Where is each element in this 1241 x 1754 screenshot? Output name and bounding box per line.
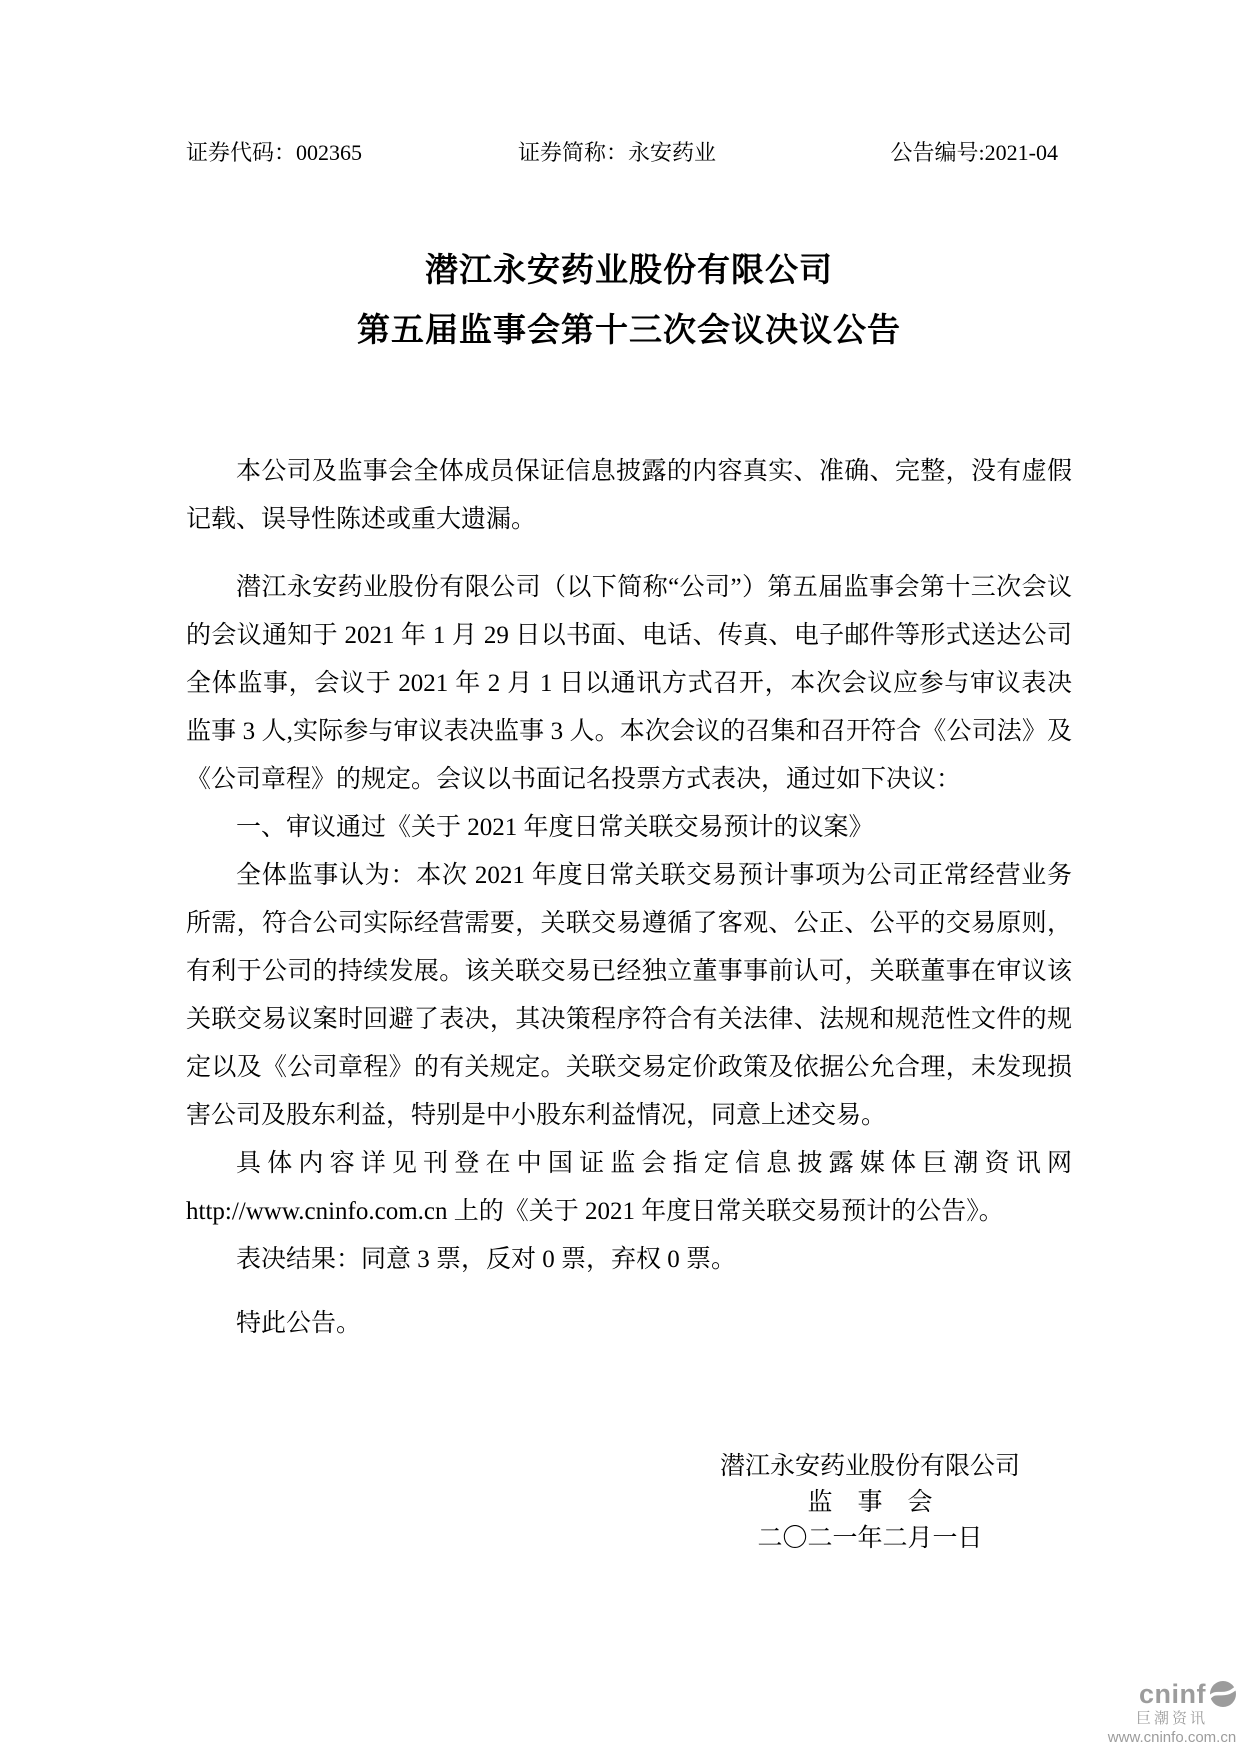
paragraph-voting-result: 表决结果：同意 3 票，反对 0 票，弃权 0 票。 bbox=[236, 1246, 737, 1273]
cninfo-logo-row bbox=[1105, 1680, 1239, 1708]
cninfo-watermark bbox=[1105, 1680, 1239, 1746]
document-header bbox=[186, 140, 1072, 166]
paragraph-agenda-item: 一、审议通过《关于 2021 年度日常关联交易预计的议案》 bbox=[236, 814, 874, 841]
stock-code: 证券代码：002365 bbox=[186, 140, 363, 165]
cninfo-logo-icon bbox=[1209, 1680, 1237, 1708]
company-title-line: 潜江永安药业股份有限公司 bbox=[425, 251, 833, 288]
paragraph-supervisors-opinion: 全体监事认为：本次 2021 年度日常关联交易预计事项为公司正常经营业务所需，符合公司实际经营需要，关联交易遵循了客观、公正、公平的交易原则，有利于公司的持续发展。该关联交易已经独立董事事前认可，关联董事在审议该关联交易议案时回避了表决，其决策程序符合有关法律、法规和规范性文件的规定以及《公司章程》的有关规定。关联交易定价政策及依据公允合理，未发现损害公司及股东利益，特别是中小股东利益情况，同意上述交易。 bbox=[186, 862, 1072, 1129]
cninfo-logo-text: cninf bbox=[1139, 1679, 1206, 1709]
cninfo-website-url: www.cninfo.com.cn bbox=[1107, 1729, 1237, 1746]
cninfo-chinese-name: 巨潮资讯 bbox=[1135, 1710, 1208, 1727]
signature-board: 监 事 会 bbox=[807, 1489, 933, 1516]
paragraph-meeting-notice: 潜江永安药业股份有限公司（以下简称“公司”）第五届监事会第十三次会议的会议通知于 2021 年 1 月 29 日以书面、电话、传真、电子邮件等形式送达公司全体监事，会议于 2021 年 2 月 1 日以通讯方式召开，本次会议应参与审议表决监事 3 人,实际参与审议表决监事 3 人。本次会议的召集和召开符合《公司法》及《公司章程》的规定。会议以书面记名投票方式表决，通过如下决议： bbox=[186, 574, 1072, 793]
signature-date: 二〇二一年二月一日 bbox=[757, 1525, 983, 1552]
signature-block bbox=[668, 1449, 1072, 1557]
signature-company: 潜江永安药业股份有限公司 bbox=[719, 1453, 1020, 1480]
stock-name: 证券简称：永安药业 bbox=[518, 140, 717, 165]
document-content bbox=[186, 0, 1072, 1557]
paragraph-declaration: 本公司及监事会全体成员保证信息披露的内容真实、准确、完整，没有虚假记载、误导性陈述或重大遗漏。 bbox=[186, 458, 1072, 533]
paragraph-disclosure-media: 具体内容详见刊登在中国证监会指定信息披露媒体巨潮资讯网http://www.cninfo.com.cn 上的《关于 2021 年度日常关联交易预计的公告》。 bbox=[186, 1150, 1072, 1225]
meeting-title-line: 第五届监事会第十三次会议决议公告 bbox=[357, 311, 901, 348]
announcement-number: 公告编号:2021-04 bbox=[890, 140, 1058, 165]
paragraph-closing: 特此公告。 bbox=[236, 1310, 362, 1337]
